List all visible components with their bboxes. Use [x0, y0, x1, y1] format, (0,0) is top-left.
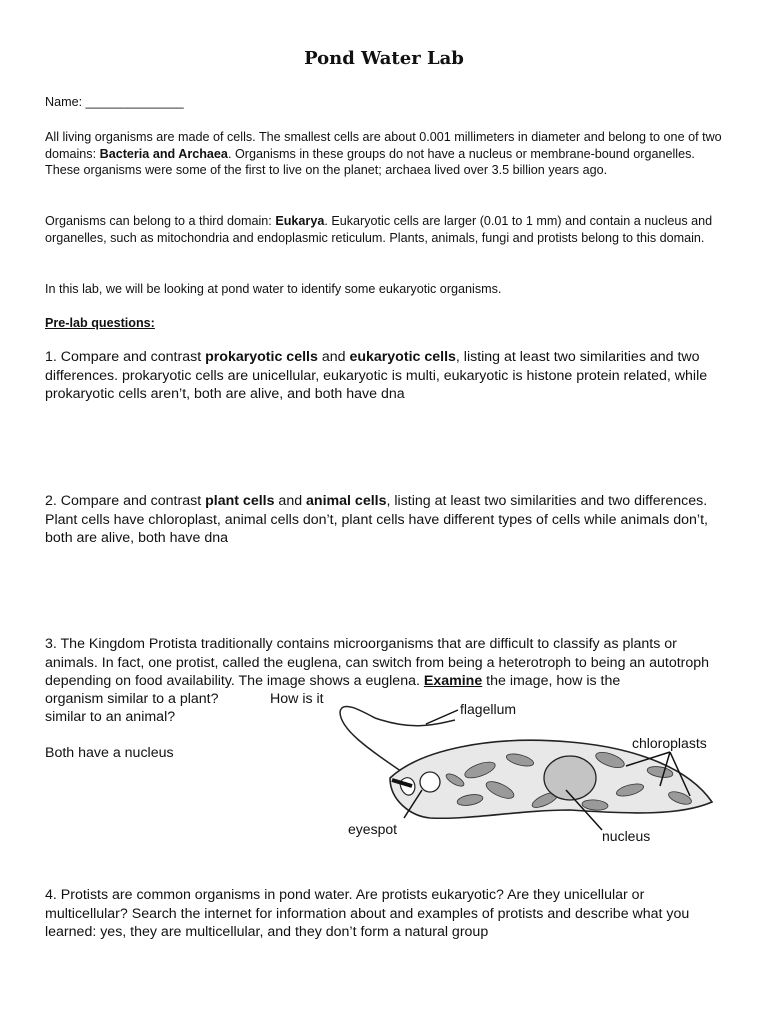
q1-and: and [317, 349, 350, 365]
q3-how-is-it: How is it [270, 691, 324, 707]
q3-line-plant: organism similar to a plant? [45, 691, 219, 707]
intro-p2-text-end: . Eukaryotic cells are larger (0.01 to 1 mm) and contain a nucleus and organelles, such as mitochondria and endoplasmic reticulum. Plants, animals, fungi and protists belong to this domain. [45, 214, 713, 245]
intro-paragraph-2 [45, 213, 725, 246]
q1-answer: , listing at least two similarities and two differences. prokaryotic cells are unicellular, eukaryotic is multi, eukaryotic is histone protein related, while prokaryotic cells aren’t, both are alive, and both have dna [45, 349, 708, 402]
intro-paragraph-1 [45, 129, 725, 179]
label-flagellum: flagellum [460, 701, 517, 717]
prelab-heading-text: Pre-lab questions: [45, 316, 155, 330]
intro-paragraph-3: In this lab, we will be looking at pond water to identify some eukaryotic organisms. [45, 282, 502, 296]
question-3 [45, 635, 725, 691]
intro-p1-text: All living organisms are made of cells. The smallest cells are about 0.001 millimeters in diameter and belong to one of two domains: [45, 130, 722, 161]
intro-p2-text: Organisms can belong to a third domain: [45, 214, 276, 228]
q2-and: and [274, 493, 307, 509]
intro-p2-bold: Eukarya [275, 214, 325, 228]
q3-examine: Examine [423, 673, 483, 689]
q2-bold-animal: animal cells [306, 493, 387, 509]
eyespot-circle [420, 772, 440, 792]
q2-text: 2. Compare and contrast [45, 493, 206, 509]
q3-line-animal: similar to an animal? [45, 709, 176, 725]
page-title: Pond Water Lab [304, 48, 464, 69]
prelab-heading [45, 315, 155, 332]
q3-answer: Both have a nucleus [45, 745, 174, 761]
question-2 [45, 492, 725, 548]
euglena-diagram [330, 690, 730, 850]
q1-bold-prokaryotic: prokaryotic cells [205, 349, 318, 365]
label-eyespot: eyespot [348, 821, 398, 837]
q3-rest: the image, how is the [482, 673, 621, 689]
q1-bold-eukaryotic: eukaryotic cells [349, 349, 456, 365]
intro-p1-text-end: . Organisms in these groups do not have a nucleus or membrane-bound organelles. These organisms were some of the first to live on the planet; archaea lived over 3.5 billion years ago. [45, 146, 695, 177]
flagellum-pointer [426, 710, 458, 724]
intro-p1-bold: Bacteria and Archaea [99, 146, 228, 161]
name-field-label: Name: ______________ [45, 95, 184, 109]
q2-answer: , listing at least two similarities and two differences. Plant cells have chloroplast, animal cells don’t, plant cells have different types of cells while animals don’t, both are alive, both have dna [45, 493, 708, 546]
label-chloroplasts: chloroplasts [632, 735, 707, 751]
question-1 [45, 348, 725, 404]
q2-bold-plant: plant cells [205, 493, 275, 509]
label-nucleus: nucleus [602, 828, 651, 844]
q1-text: 1. Compare and contrast [45, 349, 206, 365]
question-4: 4. Protists are common organisms in pond water. Are protists eukaryotic? Are they unicellular or multicellular? Search the internet for information about and examples of protists and describe what you learned: yes, they are multicellular, and they don’t form a natural group [45, 887, 690, 940]
q3-intro: 3. The Kingdom Protista traditionally contains microorganisms that are difficult to classify as plants or animals. In fact, one protist, called the euglena, can switch from being a heterotroph to being an autotroph depending on food availability. The image shows a euglena. [45, 636, 710, 689]
